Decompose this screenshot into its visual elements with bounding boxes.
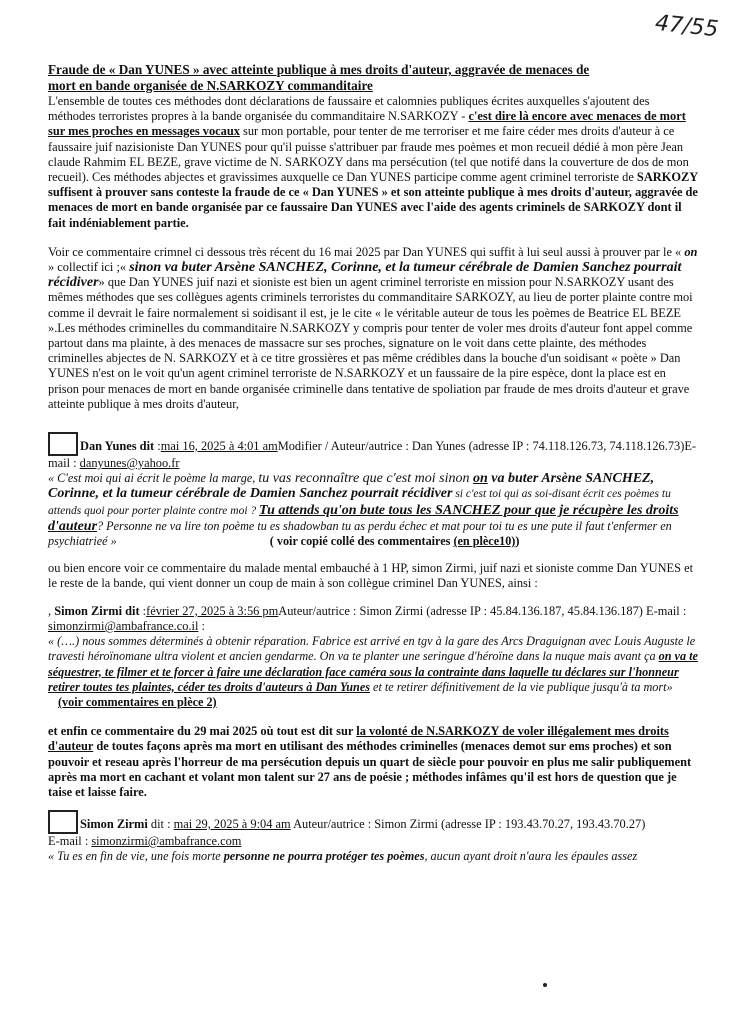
stray-mark: [543, 983, 547, 987]
final-emphasis: la volonté de N.SARKOZY de voler illégalement mes droits d'auteur: [48, 724, 669, 754]
commentary-text-1: Voir ce commentaire crimnel ci dessous très récent du 16 mai 2025 par Dan YUNES qui suffit à lui seul aussi à prouver par le «: [48, 244, 685, 259]
commentary-on-word: on: [684, 244, 698, 259]
intro-text-1: L'ensemble de toutes ces méthodes dont déclarations de faussaire et calomnies publiques écrites auxquelles s'ajoutent des méthodes terroristes propres à la bande organisée du commanditaire N.SARKOZY -: [48, 94, 650, 124]
quote-part-3: , aucun ayant droit n'aura les épaules assez: [424, 849, 638, 864]
comment-note: [270, 534, 520, 548]
comment-quote: [48, 849, 698, 864]
comment-quote: [48, 634, 698, 710]
comment-email-link[interactable]: simonzirmi@ambafrance.co.il: [48, 618, 199, 633]
quote-emphasis: personne ne pourra protéger tes poèmes: [223, 849, 425, 864]
quote-threat-2: Tu attends qu'on bute tous les SANCHEZ pour que je récupère les droits d'auteur: [48, 502, 679, 534]
document-page: [48, 62, 698, 865]
comment-meta-end: :: [198, 618, 205, 633]
comment-date-link[interactable]: février 27, 2025 à 3:56 pm: [146, 603, 279, 618]
title-line-1: Fraude de « Dan YUNES » avec atteinte publique à mes droits d'auteur, aggravée de menaces de: [48, 62, 590, 77]
commentary-text-3: » que Dan YUNES juif nazi et sioniste est bien un agent criminel terroriste en mission pour N.SARKOZY usant des mêmes méthodes que ses collègues agents criminels terroristes du commanditaire SARKOZY, au lieu de porter plainte contre moi comme il devrait le faire normalement si soidisant il est, je le cite « le véritable auteur de tous les poèmes de Beatrice EL BEZE ».Les méthodes criminelles du commanditaire N.SARKOZY y compris pour tenter de voler mes droits d'auteur font appel comme partout dans ma plainte, à des menaces de massacre sur ses proches, signature on le voit dans cette plainte, des méthodes criminelles abjectes de N. SARKOZY et à ce titre grossières et pas même crédibles dans la bouche d'un soidisant « poète » Dan YUNES n'est on le voit qu'un agent criminel terroriste de N.SARKOZY et un faussaire de la pire espèce, dont la place est en prison pour menaces de mort en bande organisée criminelle dans tentative de spoliation par fraude de mes droits d'auteur et grave atteinte publique à mes droits d'auteur,: [48, 275, 693, 411]
comment-date-link[interactable]: mai 29, 2025 à 9:04 am: [173, 817, 291, 832]
paragraph-commentary: [48, 245, 698, 412]
comment-prefix: ,: [48, 603, 55, 618]
paragraph-final: [48, 724, 698, 800]
comment-meta: / Auteur/autrice : Dan Yunes (adresse IP : 74.118.126.73, 74.118.126.73)E-mail :: [48, 439, 697, 471]
comment-author: Simon Zirmi: [80, 817, 148, 832]
comment-email-link[interactable]: simonzirmi@ambafrance.com: [91, 834, 242, 849]
handwritten-page-number: 47/55: [653, 10, 720, 43]
final-text-1: et enfin ce commentaire du 29 mai 2025 où tout est dit sur: [48, 724, 357, 739]
comment-separator: :: [139, 603, 147, 618]
commentary-quoted-threat: sinon va buter Arsène SANCHEZ, Corinne, et la tumeur cérébrale de Damien Sanchez pourrait récidiver: [48, 260, 682, 291]
comment-quote: [48, 471, 698, 549]
final-text-2: de toutes façons après ma mort en utilisant des méthodes criminelles (menaces demot sur ems proches) et son pouvoir et reseau après l'horreur de ma persécution depuis un quart de siècle pour pouvoir en plus me salir publiquement après ma mort en cachant et volant mon talent sur 27 ans de poésie ; méthodes infâmes qu'il est hors de question que je taise et laisse faire.: [48, 739, 692, 799]
comment-note: (voir commentaires en plèce 2): [58, 694, 217, 709]
avatar-placeholder: [48, 810, 78, 834]
comment-block-simon-zirmi-2: [48, 810, 698, 864]
title-line-2: mort en bande organisée de N.SARKOZY commanditaire: [48, 78, 373, 93]
comment-block-simon-zirmi-1: [48, 604, 698, 710]
intro-conclusion: SARKOZY suffisent à prouver sans conteste la fraude de ce « Dan YUNES » et son atteinte publique à mes droits d'auteur, aggravée de menaces de mort en bande organisée par ce faussaire Dan YUNES avec l'aide des agents criminels de SARKOZY dont il fait indéniablement partie.: [48, 170, 698, 230]
quote-part-1: « C'est moi qui ai écrit le poème la marge,: [48, 471, 259, 486]
intro-text-2: sur mon portable, pour tenter de me terroriser et me faire céder mes droits d'auteur à ce faussaire juif nazisioniste Dan YUNES pour qu'il puisse s'attribuer par fraude mes poèmes et mon recueil dédié à mon père Jean claude Rahmim EL BEZE, grave victime de N. SARKOZY dans ma persécution (tel que notifé dans la couverture de dos de mon recueil). Ces méthodes abjectes et gravissimes auxquelle ce Dan YUNES participe comme agent criminel terroriste de: [48, 124, 689, 185]
note-text: ( voir copié collé des commentaires: [269, 534, 454, 549]
comment-meta: Auteur/autrice : Simon Zirmi (adresse IP : 193.43.70.27, 193.43.70.27): [290, 817, 646, 832]
quote-threat: on va te séquestrer, te filmer et te forcer à faire une déclaration face caméra sous la contrainte dans laquelle tu déclares sur l'honneur retirer toutes tes plaintes, céder tes droits d'auteurs à Dan Yunes: [48, 649, 698, 694]
comment-author: Simon Zirmi dit: [54, 603, 140, 618]
intro-emphasis-threats: c'est dire là encore avec menaces de mort sur mes proches en messages vocaux: [48, 109, 686, 139]
comment-email-link[interactable]: danyunes@yahoo.fr: [79, 456, 180, 471]
quote-part-3: et te retirer définitivement de la vie publique jusqu'à ta mort»: [370, 679, 673, 694]
quote-part-5: si c'est toi qui as soi-disant écrit ces poèmes tu attends quoi pour porter plainte contre moi ?: [48, 488, 671, 517]
avatar-placeholder: [48, 432, 78, 456]
comment-modifier-link[interactable]: Modifier: [277, 439, 322, 454]
comment-block-dan-yunes: [48, 432, 698, 549]
comment-author: Dan Yunes dit: [80, 439, 155, 454]
paragraph-simon-intro: ou bien encore voir ce commentaire du malade mental embauché à 1 HP, simon Zirmi, juif nazi et sioniste comme Dan YUNES et le reste de la bande, qui vient donner un coup de main à son collègue criminel Dan YUNES, ainsi :: [48, 561, 694, 591]
comment-email-label: E-mail :: [48, 834, 92, 849]
note-end: ): [515, 534, 520, 549]
quote-part-1: « Tu es en fin de vie, une fois morte: [48, 849, 224, 864]
quote-part-2: tu vas reconnaître que c'est moi sinon: [258, 471, 473, 487]
comment-date-link[interactable]: mai 16, 2025 à 4:01 am: [160, 439, 278, 454]
quote-part-1: « (….) nous sommes déterminés à obtenir réparation. Fabrice est arrivé en tgv à la gare des Arcs Draguignan avec Louis Auguste le travesti héroïnomane ultra violent et ancien gendarme. On va te planter une seringue d'héroïne dans la nuque mais avant ça: [48, 634, 696, 664]
comment-separator: :: [154, 439, 161, 454]
document-title: [48, 62, 698, 94]
paragraph-intro: [48, 94, 698, 231]
quote-on-word: on: [472, 471, 488, 487]
note-link: (en plèce10): [453, 534, 516, 549]
quote-threat: va buter Arsène SANCHEZ, Corinne, et la tumeur cérébrale de Damien Sanchez pourrait récidiver: [48, 471, 655, 502]
comment-meta: Auteur/autrice : Simon Zirmi (adresse IP : 45.84.136.187, 45.84.136.187) E-mail :: [278, 603, 687, 618]
commentary-text-2: » collectif ici ;«: [48, 260, 130, 275]
comment-mid: dit :: [147, 817, 174, 832]
quote-part-7: ? Personne ne va lire ton poème tu es shadowban tu as perdu échec et mat pour toi tu es une pute il faut t'enfermer en psychiatrieé »: [48, 518, 672, 549]
